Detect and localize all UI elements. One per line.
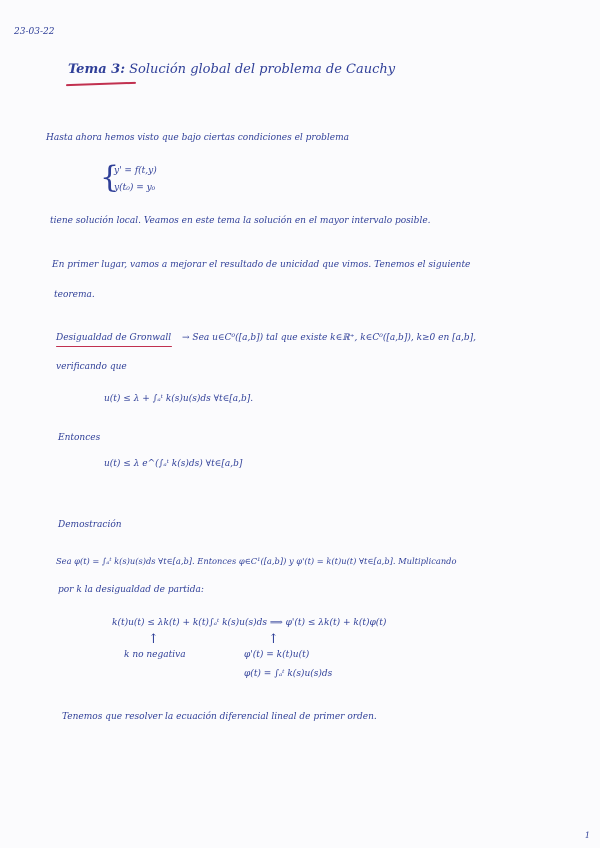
gronwall-then: Entonces [58, 433, 101, 443]
title-underline [66, 82, 136, 86]
page-title [68, 62, 395, 77]
title-tema: Tema 3: [68, 62, 126, 77]
intro-line-4: teorema. [54, 290, 95, 300]
gronwall-heading: Desigualdad de Gronwall [56, 333, 172, 343]
page-number: 1 [584, 831, 590, 840]
intro-line-1: Hasta ahora hemos visto que bajo ciertas condiciones el problema [46, 133, 350, 143]
gronwall-formula-1: u(t) ≤ λ + ∫ₐᵗ k(s)u(s)ds ∀t∈[a,b]. [104, 394, 254, 404]
gronwall-underline [56, 346, 172, 347]
date-label: 23-03-22 [14, 27, 55, 37]
intro-line-2: tiene solución local. Veamos en este tema la solución en el mayor intervalo posible. [50, 216, 431, 226]
proof-note-right-1: φ'(t) = k(t)u(t) [244, 650, 310, 660]
system-brace: { [100, 160, 120, 195]
proof-formula: k(t)u(t) ≤ λk(t) + k(t)∫ₐᵗ k(s)u(s)ds ⟹ φ'(t) ≤ λk(t) + k(t)φ(t) [112, 618, 387, 628]
gronwall-statement: → Sea u∈C⁰([a,b]) tal que existe k∈ℝ⁺, k∈C⁰([a,b]), k≥0 en [a,b], [182, 333, 477, 343]
proof-line-1: Sea φ(t) = ∫ₐᵗ k(s)u(s)ds ∀t∈[a,b]. Entonces φ∈C¹([a,b]) y φ'(t) = k(t)u(t) ∀t∈[a,b]. Multiplicando [56, 556, 457, 566]
proof-conclusion: Tenemos que resolver la ecuación diferencial lineal de primer orden. [62, 712, 377, 722]
proof-note-right-2: φ(t) = ∫ₐᵗ k(s)u(s)ds [244, 669, 333, 679]
intro-line-3: En primer lugar, vamos a mejorar el resultado de unicidad que vimos. Tenemos el siguiente [52, 260, 471, 270]
gronwall-statement-2: verificando que [56, 362, 127, 372]
gronwall-formula-2: u(t) ≤ λ e^(∫ₐᵗ k(s)ds) ∀t∈[a,b] [104, 459, 243, 469]
system-line-1: y' = f(t,y) [114, 166, 157, 176]
proof-note-left: k no negativa [124, 650, 186, 660]
arrow-up-left-icon: ↑ [148, 632, 159, 647]
proof-line-2: por k la desigualdad de partida: [58, 585, 204, 595]
title-text: Solución global del problema de Cauchy [129, 62, 396, 77]
arrow-up-right-icon: ↑ [268, 632, 279, 647]
system-line-2: y(t₀) = y₀ [114, 183, 156, 193]
proof-heading: Demostración [58, 520, 122, 530]
